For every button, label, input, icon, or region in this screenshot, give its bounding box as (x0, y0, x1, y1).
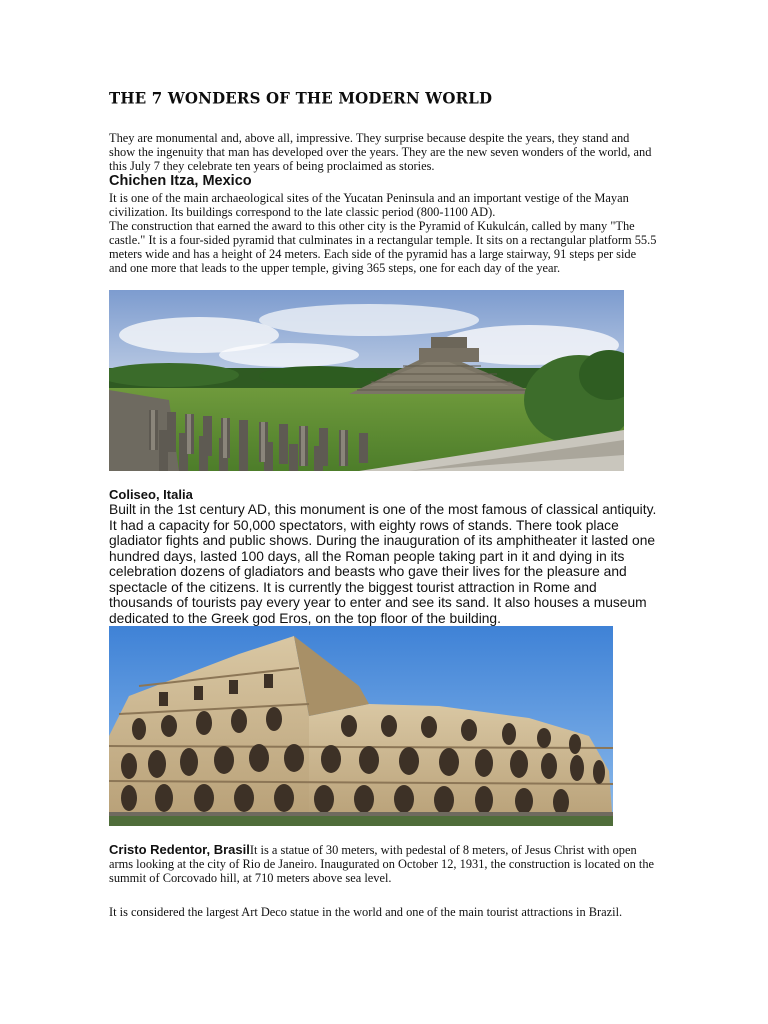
chichen-itza-paragraph-2: The construction that earned the award to this other city is the Pyramid of Kukulcán, called by many "The castle." It is a four-sided pyramid that culminates in a rectangular temple. It sits on a rectangular platform 55.5 meters wide and has a height of 24 meters. Each side of the pyramid has a large stairway, 91 steps per side and one more that leads to the upper temple, giving 365 steps, one for each day of the year. (109, 219, 657, 275)
page-title: THE 7 WONDERS OF THE MODERN WORLD (109, 88, 493, 108)
cristo-redentor-body: It is a statue of 30 meters, with pedestal of 8 meters, of Jesus Christ with open arms looking at the city of Rio de Janeiro. Inaugurated on October 12, 1931, the construction is located on the summit of Corcovado hill, at 710 meters above sea level. (109, 843, 655, 885)
chichen-itza-heading: Chichen Itza, Mexico (109, 173, 252, 189)
coliseo-heading: Coliseo, Italia (109, 487, 193, 502)
intro-paragraph: They are monumental and, above all, impressive. They surprise because despite the years, they stand and show the ingenuity that man has developed over the years. They are the new seven wonders of the world, and this July 7 they celebrate ten years of being proclaimed as stories. (109, 131, 652, 173)
chichen-itza-photo (109, 290, 624, 471)
cristo-redentor-block (109, 843, 657, 885)
chichen-itza-body (109, 191, 657, 275)
coliseo-body: Built in the 1st century AD, this monument is one of the most famous of classical antiquity. It had a capacity for 50,000 spectators, with eighty rows of stands. There took place gladiator fights and public shows. During the inauguration of its amphitheater it lasted one hundred days, lasted 100 days, all the Roman people taking part in it and dying in its celebration dozens of gladiators and beasts who gave their lives for the pleasure and spectacle of the citizens. It is currently the biggest tourist attraction in Rome and thousands of tourists pay every year to enter and see its sand. It also houses a museum dedicated to the Greek god Eros, on the top floor of the building. (109, 502, 657, 626)
cristo-redentor-heading: Cristo Redentor, Brasil (109, 842, 250, 857)
cristo-redentor-paragraph-2: It is considered the largest Art Deco statue in the world and one of the main tourist attractions in Brazil. (109, 905, 623, 919)
colosseum-photo (109, 626, 613, 826)
chichen-itza-paragraph-1: It is one of the main archaeological sites of the Yucatan Peninsula and an important vestige of the Mayan civilization. Its buildings correspond to the late classic period (800-1100 AD). (109, 191, 629, 219)
